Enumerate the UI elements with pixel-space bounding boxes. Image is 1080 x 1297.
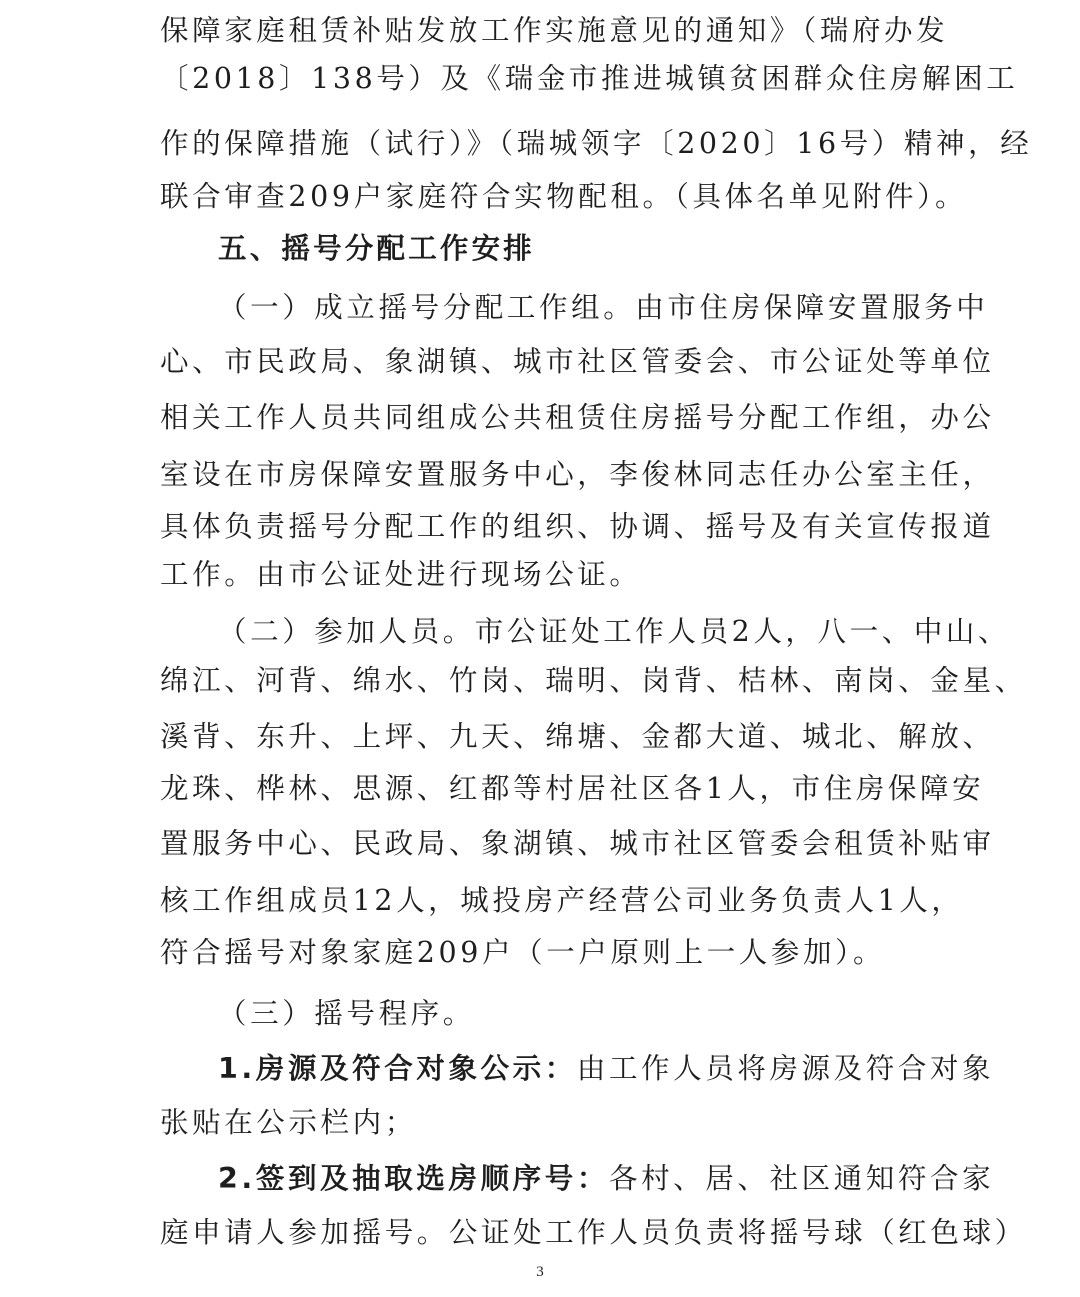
section-heading: 五、摇号分配工作安排 [218,232,536,265]
body-text-line: 联合审查209户家庭符合实物配租。（具体名单见附件）。 [160,180,968,213]
body-text-line: 〔2018〕138号）及《瑞金市推进城镇贫困群众住房解困工 [160,62,1019,95]
body-text-line: 核工作组成员12人，城投房产经营公司业务负责人1人， [160,884,964,917]
body-text-line: 保障家庭租赁补贴发放工作实施意见的通知》（瑞府办发 [160,14,949,47]
body-text-line: 作的保障措施（试行）》（瑞城领字〔2020〕16号）精神，经 [160,127,1033,160]
body-text-line: （一）成立摇号分配工作组。由市住房保障安置服务中 [218,291,989,324]
item-text: 各村、居、社区通知符合家 [608,1162,995,1195]
body-text-line: 相关工作人员共同组成公共租赁住房摇号分配工作组，办公 [160,401,995,434]
body-text-line: 室设在市房保障安置服务中心，李俊林同志任办公室主任， [160,458,995,491]
body-text-line: 龙珠、桦林、思源、红都等村居社区各1人，市住房保障安 [160,772,985,805]
page-number: 3 [536,1264,544,1280]
item-text: 由工作人员将房源及符合对象 [576,1052,995,1085]
subsection-heading: （三）摇号程序。 [218,997,475,1030]
body-text-line: 具体负责摇号分配工作的组织、协调、摇号及有关宣传报道 [160,510,995,543]
numbered-item-1 [218,1050,994,1088]
numbered-item-2 [218,1160,994,1198]
body-text-line: 工作。由市公证处进行现场公证。 [160,558,642,591]
body-text-line: 心、市民政局、象湖镇、城市社区管委会、市公证处等单位 [160,345,995,378]
body-text-line: 符合摇号对象家庭209户（一户原则上一人参加）。 [160,936,886,969]
body-text-line: （二）参加人员。市公证处工作人员2人，八一、中山、 [218,615,1011,648]
body-text-line: 张贴在公示栏内； [160,1106,417,1139]
body-text-line: 庭申请人参加摇号。公证处工作人员负责将摇号球（红色球） [160,1216,1027,1249]
item-label: 2.签到及抽取选房顺序号： [218,1162,609,1195]
body-text-line: 绵江、河背、绵水、竹岗、瑞明、岗背、桔林、南岗、金星、 [160,664,1027,697]
item-label: 1.房源及符合对象公示： [218,1052,577,1085]
body-text-line: 溪背、东升、上坪、九天、绵塘、金都大道、城北、解放、 [160,720,995,753]
body-text-line: 置服务中心、民政局、象湖镇、城市社区管委会租赁补贴审 [160,827,995,860]
